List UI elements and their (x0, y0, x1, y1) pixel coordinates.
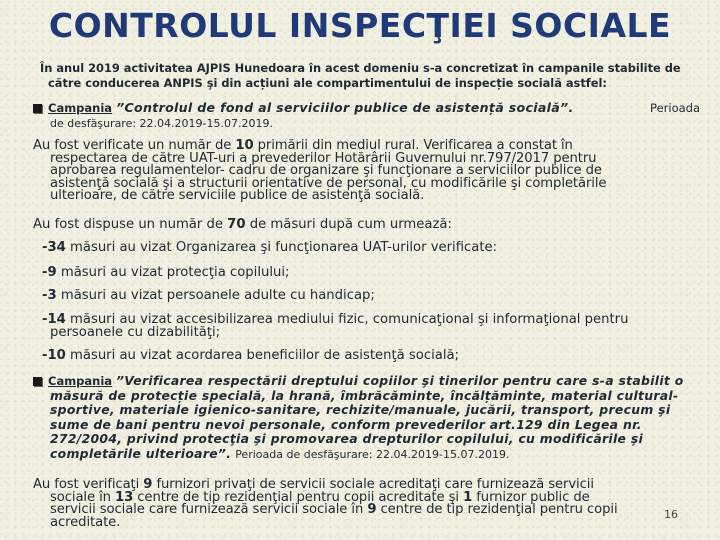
measure-item: -3 măsuri au vizat persoanele adulte cu handicap; (42, 288, 375, 303)
campaign-2: Campania ”Verificarea respectării dreptului copiilor şi tinerilor pentru care s-a stabilit o măsură de protecție specială, la hrană, îmbrăcăminte, încălțăminte, material cultural- sportive, materiale igienico-sanitare, rechizite/manuale, jucării, transport, precum şi sume de bani pentru nevoi personale, conform prevederilor art.129 din Legea nr. 272/2004, privind protecţia şi promovarea drepturilor copilului, cu modificările şi completările ulterioare”. Perioada de desfăşurare: 22.04.2019-15.07.2019. (33, 374, 700, 463)
campaign-1-period-word: Perioada (650, 101, 700, 115)
intro-line-1: În anul 2019 activitatea AJPIS Hunedoara în acest domeniu s-a concretizat în campanile stabilite de (40, 61, 681, 75)
measures-intro: Au fost dispuse un număr de 70 de măsuri după cum urmează: (33, 217, 452, 232)
square-bullet-icon (33, 104, 42, 113)
campaign-1 (33, 101, 700, 131)
page-number: 16 (664, 508, 678, 521)
verification-paragraph: Au fost verificate un număr de 10 primării din mediul rural. Verificarea a constat în respectarea de către UAT-uri a prevederilor Hotărârii Guvernului nr.797/2017 pentru aprobarea regulamentelor- cadru de organizare şi funcţionare a serviciilor publice de asistenţă socială şi a structurii orientative de personal, cu modificările şi completările ulterioare, de către serviciile publice de asistenţă socială. (33, 138, 607, 203)
measure-item: -34 măsuri au vizat Organizarea şi funcţionarea UAT-urilor verificate: (42, 240, 498, 255)
providers-paragraph: Au fost verificaţi 9 furnizori privaţi de servicii sociale acreditaţi care furnizează servicii sociale în 13 centre de tip rezidenţial pentru copii acreditate şi 1 furnizor public de servicii sociale care furnizează servicii sociale în 9 centre de tip rezidenţial pentru copii acreditate. (33, 477, 618, 530)
campaign-1-name: ”Controlul de fond al serviciilor publice de asistență socială”. (116, 100, 574, 115)
primarii-count: 10 (235, 138, 254, 153)
measure-item: -9 măsuri au vizat protecţia copilului; (42, 265, 290, 280)
campaign-2-period: Perioada de desfăşurare: 22.04.2019-15.07.2019. (235, 447, 510, 461)
measures-count: 70 (227, 217, 246, 232)
campaign-1-header (33, 101, 700, 115)
measure-item: -14 măsuri au vizat accesibilizarea mediului fizic, comunicaţional şi informaţional pentru persoanele cu dizabilităţi; (42, 312, 629, 340)
intro-year: 2019 (88, 61, 120, 75)
measure-item: -10 măsuri au vizat acordarea beneficiilor de asistenţă socială; (42, 348, 460, 363)
square-bullet-icon (33, 377, 42, 386)
campaign-1-label: Campania (48, 101, 113, 115)
intro-line-2: către conducerea ANPIS şi din acțiuni ale compartimentului de inspecție socială astfel: (48, 76, 607, 90)
campaign-2-label: Campania (48, 374, 113, 388)
intro-paragraph (40, 61, 700, 91)
page-title: CONTROLUL INSPECŢIEI SOCIALE (48, 6, 672, 45)
campaign-1-period: de desfăşurare: 22.04.2019-15.07.2019. (50, 117, 273, 130)
